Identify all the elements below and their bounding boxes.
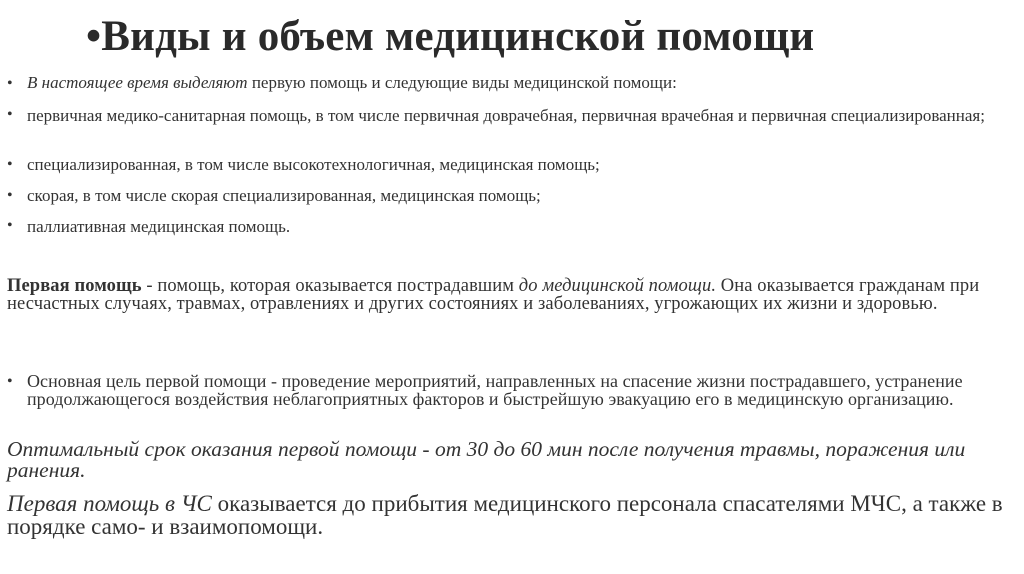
intro-line	[27, 74, 997, 91]
bullet: •	[7, 187, 13, 204]
list-item: первичная медико-санитарная помощь, в том числе первичная доврачебная, первичная врачебная и первичная специализированная;	[27, 106, 985, 125]
list-item: паллиативная медицинская помощь.	[27, 217, 291, 236]
bullet: •	[7, 373, 13, 390]
intro-rest: первую помощь и следующие виды медицинской помощи:	[247, 73, 677, 92]
definition-italic: до медицинской помощи.	[518, 276, 717, 296]
definition-paragraph	[7, 277, 1007, 313]
intro-italic: В настоящее время выделяют	[27, 73, 248, 92]
emergency-italic: Первая помощь в ЧС	[7, 491, 212, 516]
definition-text: - помощь, которая оказывается пострадавшим	[141, 276, 519, 296]
list-item: специализированная, в том числе высокотехнологичная, медицинская помощь;	[27, 155, 600, 174]
list-item: скорая, в том числе скорая специализированная, медицинская помощь;	[27, 186, 541, 205]
goal-paragraph: Основная цель первой помощи - проведение мероприятий, направленных на спасение жизни пострадавшего, устранение продолжающегося воздействия неблагоприятных факторов и быстрейшую эвакуацию его в медицинскую организацию.	[27, 371, 963, 409]
bullet: •	[7, 156, 13, 173]
emergency-paragraph	[7, 492, 1007, 538]
bullet: •	[7, 75, 13, 92]
definition-term: Первая помощь	[7, 276, 142, 296]
emergency-text: оказывается до прибытия медицинского персонала спасателями МЧС, а также в порядке само- и взаимопомощи.	[7, 491, 1003, 539]
definition-text-continued: Она оказывается гражданам при несчастных случаях, травмах, отравлениях и других состояниях и заболеваниях, угрожающих их жизни и здоровью.	[7, 276, 980, 314]
optimal-time-line: Оптимальный срок оказания первой помощи - от 30 до 60 мин после получения травмы, поражения или ранения.	[7, 437, 966, 482]
bullet: •	[7, 106, 13, 123]
bullet: •	[7, 217, 13, 234]
page-title: •Виды и объем медицинской помощи	[86, 13, 815, 60]
